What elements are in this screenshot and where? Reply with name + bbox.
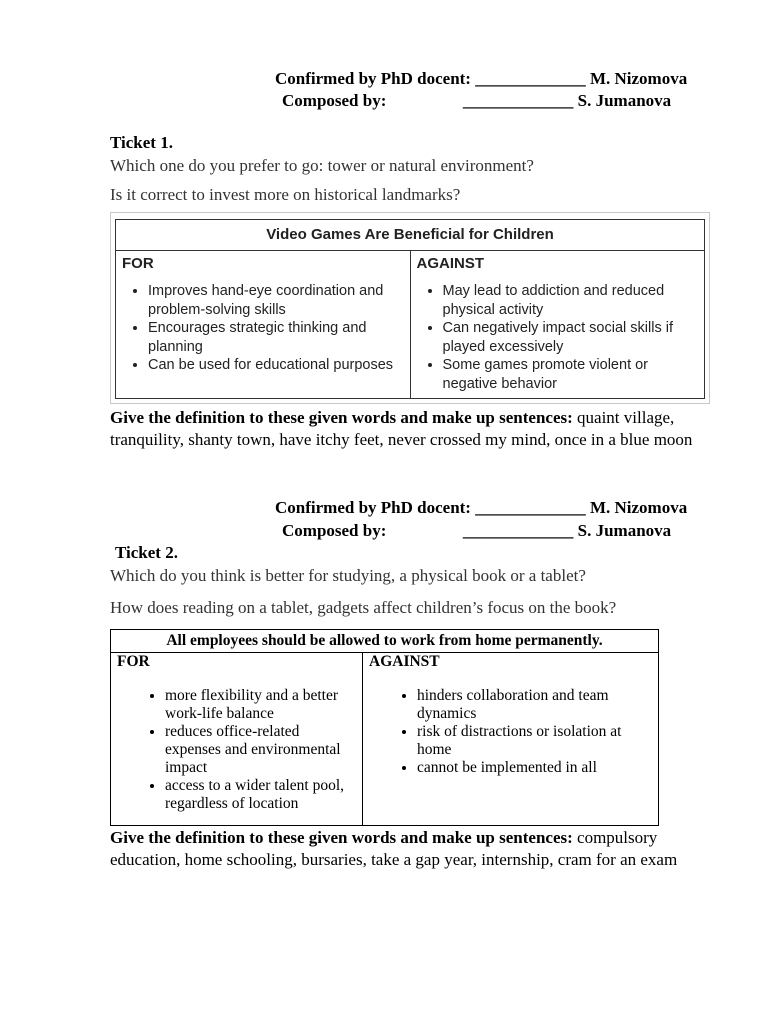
confirmed-line-1: Confirmed by PhD docent: _____________ M. Nizomova [275, 69, 688, 88]
composed-line-2: Composed by: _____________ S. Jumanova [282, 521, 672, 540]
list-item: • May lead to addiction and reduced physical activity [443, 282, 699, 319]
ticket-2-definition-label: Give the definition to these given words and make up sentences: [110, 828, 573, 847]
composed-line-1: Composed by: _____________ S. Jumanova [282, 91, 672, 110]
list-item: • Improves hand-eye coordination and problem-solving skills [148, 282, 404, 319]
ticket-1-title: Ticket 1. [110, 133, 173, 152]
list-item: • risk of distractions or isolation at home [417, 723, 652, 759]
ticket-2-table-title: All employees should be allowed to work from home permanently. [111, 630, 658, 653]
confirmed-line-2: Confirmed by PhD docent: _____________ M. Nizomova [275, 498, 688, 517]
ticket-2-definition-words: compulsory education, home schooling, bursaries, take a gap year, internship, cram for an exam [110, 828, 678, 869]
list-item: • Can negatively impact social skills if played excessively [443, 319, 699, 356]
ticket-1-against-head: AGAINST [416, 255, 484, 272]
ticket-2-for-column [111, 653, 363, 825]
ticket-2-table [110, 629, 659, 826]
ticket-1-definition-words: quaint village, tranquility, shanty town, have itchy feet, never crossed my mind, once in a blue moon [110, 408, 693, 449]
ticket-1-for-column [116, 251, 410, 398]
ticket-1-definition-task [110, 407, 720, 451]
ticket-2-for-head: FOR [117, 653, 150, 670]
ticket-2-definition-task [110, 827, 725, 871]
list-item: • Some games promote violent or negative behavior [443, 356, 699, 393]
ticket-2-question-2: How does reading on a tablet, gadgets affect children’s focus on the book? [110, 598, 617, 617]
ticket-1-question-2: Is it correct to invest more on historical landmarks? [110, 185, 461, 204]
ticket-1-against-column [410, 251, 705, 398]
list-item: • cannot be implemented in all [417, 759, 652, 777]
ticket-2-title: Ticket 2. [115, 543, 178, 562]
ticket-1-definition-label: Give the definition to these given words and make up sentences: [110, 408, 573, 427]
list-item: • access to a wider talent pool, regardless of location [165, 777, 356, 813]
ticket-2-against-head: AGAINST [369, 653, 440, 670]
ticket-2-against-column [363, 653, 658, 825]
list-item: • Encourages strategic thinking and planning [148, 319, 404, 356]
list-item: • Can be used for educational purposes [148, 356, 404, 375]
ticket-1-question-1: Which one do you prefer to go: tower or natural environment? [110, 156, 534, 175]
ticket-1-table [110, 212, 710, 404]
ticket-1-for-head: FOR [122, 255, 154, 272]
ticket-1-table-title: Video Games Are Beneficial for Children [116, 220, 704, 251]
list-item: • reduces office-related expenses and environmental impact [165, 723, 356, 777]
ticket-2-question-1: Which do you think is better for studying, a physical book or a tablet? [110, 566, 586, 585]
list-item: • hinders collaboration and team dynamics [417, 687, 652, 723]
list-item: • more flexibility and a better work-life balance [165, 687, 356, 723]
